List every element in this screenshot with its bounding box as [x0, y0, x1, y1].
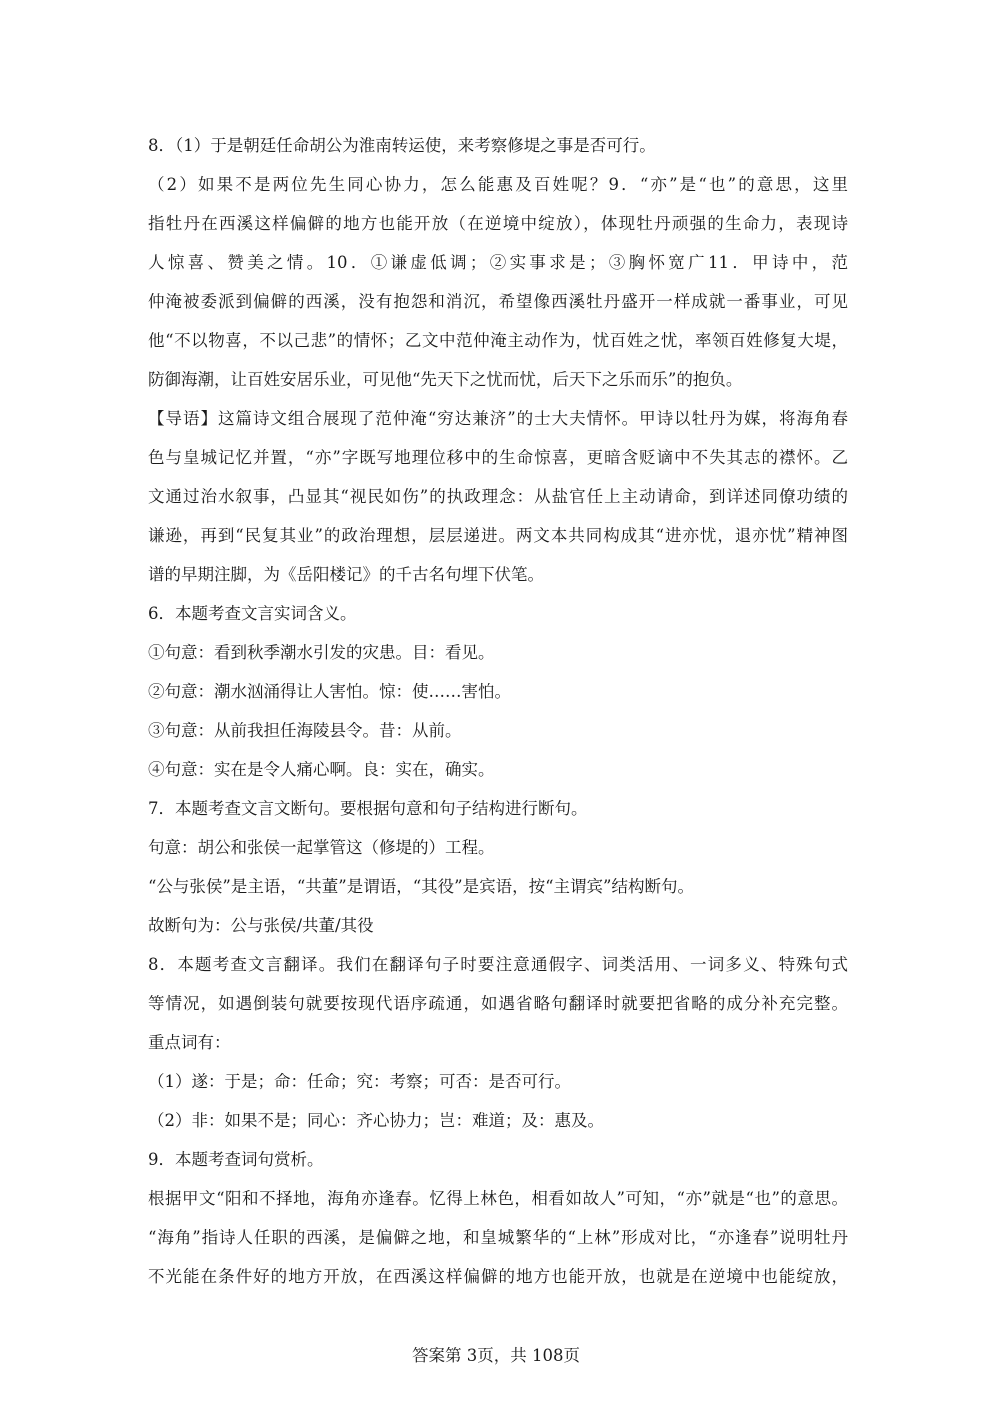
answer-8-2-line [148, 165, 848, 204]
explanation-8-line: 等情况，如遇倒装句就要按现代语序疏通，如遇省略句翻译时就要把省略的成分补充完整。 [148, 994, 848, 1013]
explanation-9-line: 不光能在条件好的地方开放，在西溪这样偏僻的地方也能开放，也就是在逆境中也能绽放， [148, 1267, 848, 1286]
text-segment: 10．①谦虚低调；②实事求是；③胸怀宽广 [326, 253, 708, 272]
answer-9-line: 指牡丹在西溪这样偏僻的地方也能开放（在逆境中绽放），体现牡丹顽强的生命力，表现诗 [148, 214, 848, 233]
explanation-9-heading: 9．本题考查词句赏析。 [148, 1150, 324, 1169]
explanation-7-line: 句意：胡公和张侯一起掌管这（修堤的）工程。 [148, 838, 495, 857]
explanation-7-line: 故断句为：公与张侯/共董/其役 [148, 916, 374, 935]
answer-8-1-line: 8．（1）于是朝廷任命胡公为淮南转运使，来考察修堤之事是否可行。 [148, 136, 656, 155]
answer-11-line: 防御海潮，让百姓安居乐业，可见他“先天下之忧而忧，后天下之乐而乐”的抱负。 [148, 370, 743, 389]
explanation-7-heading: 7．本题考查文言文断句。要根据句意和句子结构进行断句。 [148, 799, 588, 818]
explanation-9-line: 根据甲文“阳和不择地，海角亦逢春。忆得上林色，相看如故人”可知，“亦”就是“也”的意思。 [148, 1189, 848, 1208]
guide-paragraph-line: 谦逊，再到“民复其业”的政治理想，层层递进。两文本共同构成其“进亦忧，退亦忧”精神图 [148, 526, 848, 545]
guide-paragraph-line: 谱的早期注脚，为《岳阳楼记》的千古名句埋下伏笔。 [148, 565, 544, 584]
explanation-8-line: 重点词有： [148, 1033, 231, 1052]
guide-paragraph-line: 【导语】这篇诗文组合展现了范仲淹“穷达兼济”的士大夫情怀。甲诗以牡丹为媒，将海角春 [148, 409, 848, 428]
guide-paragraph-line: 文通过治水叙事，凸显其“视民如伤”的执政理念：从盐官任上主动请命，到详述同僚功绩的 [148, 487, 848, 506]
explanation-8-item: （2）非：如果不是；同心：齐心协力；岂：难道；及：惠及。 [148, 1111, 604, 1130]
text-segment: 9．“亦”是“也”的意思，这里 [608, 175, 848, 194]
page-footer: 答案第 3页，共 108页 [412, 1346, 580, 1365]
text-segment: 人惊喜、赞美之情。 [148, 253, 327, 272]
explanation-7-line: “公与张侯”是主语，“共董”是谓语，“其役”是宾语，按“主谓宾”结构断句。 [148, 877, 694, 896]
answer-10-11-line [148, 243, 848, 282]
explanation-8-item: （1）遂：于是；命：任命；究：考察；可否：是否可行。 [148, 1072, 571, 1091]
explanation-6-item: ①句意：看到秋季潮水引发的灾患。目：看见。 [148, 643, 495, 662]
explanation-8-heading: 8．本题考查文言翻译。我们在翻译句子时要注意通假字、词类活用、一词多义、特殊句式 [148, 955, 848, 974]
explanation-9-line: “海角”指诗人任职的西溪，是偏僻之地，和皇城繁华的“上林”形成对比，“亦逢春”说明牡丹 [148, 1228, 848, 1247]
answer-11-line: 他“不以物喜，不以己悲”的情怀；乙文中范仲淹主动作为，忧百姓之忧，率领百姓修复大堤， [148, 331, 848, 350]
answer-body [148, 126, 848, 1296]
guide-paragraph-line: 色与皇城记忆并置，“亦”字既写地理位移中的生命惊喜，更暗含贬谪中不失其志的襟怀。乙 [148, 448, 848, 467]
explanation-6-heading: 6．本题考查文言实词含义。 [148, 604, 357, 623]
text-segment: 11．甲诗中，范 [707, 253, 848, 272]
explanation-6-item: ②句意：潮水汹涌得让人害怕。惊：使……害怕。 [148, 682, 511, 701]
answer-11-line: 仲淹被委派到偏僻的西溪，没有抱怨和消沉，希望像西溪牡丹盛开一样成就一番事业，可见 [148, 292, 848, 311]
explanation-6-item: ④句意：实在是令人痛心啊。良：实在，确实。 [148, 760, 495, 779]
explanation-6-item: ③句意：从前我担任海陵县令。昔：从前。 [148, 721, 462, 740]
text-segment: （2）如果不是两位先生同心协力，怎么能惠及百姓呢？ [148, 175, 609, 194]
